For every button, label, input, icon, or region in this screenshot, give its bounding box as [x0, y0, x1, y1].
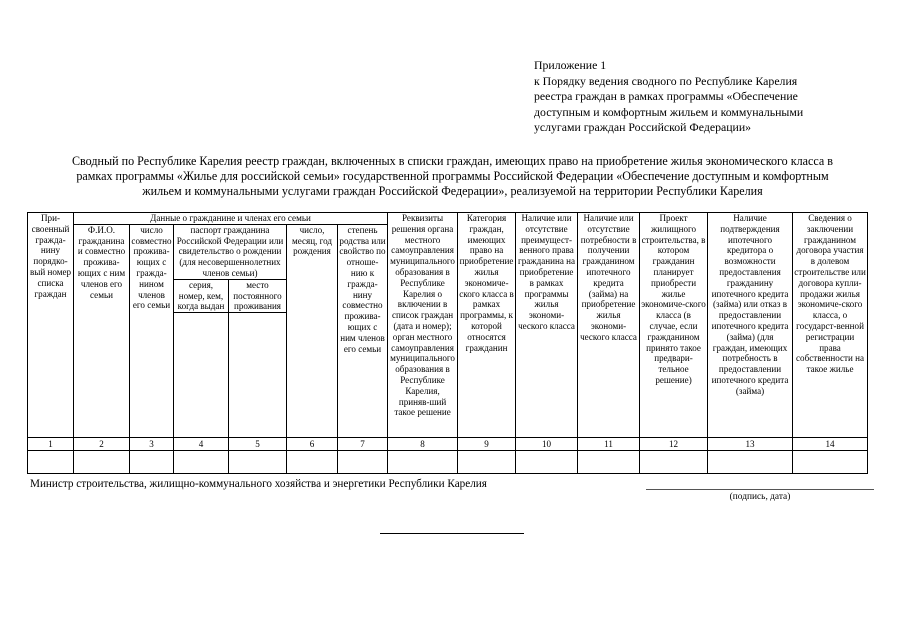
appendix-line: доступным и комфортным жильем и коммунальными — [534, 104, 804, 119]
minister-title: Министр строительства, жилищно-коммунального хозяйства и энергетики Республики Карелия — [30, 478, 487, 490]
table-cell[interactable] — [130, 451, 174, 474]
col-11-header: Наличие или отсутствие потребности в получении гражданином ипотечного кредита (займа) на приобретение жилья экономи-ческого класса — [578, 213, 640, 438]
column-number: 11 — [578, 438, 640, 451]
header-row — [28, 213, 868, 225]
appendix-line: Приложение 1 — [534, 58, 607, 72]
column-number: 4 — [174, 438, 229, 451]
col-5-header-spacer — [229, 313, 287, 438]
appendix-line: к Порядку ведения сводного по Республике Карелия — [534, 73, 798, 88]
empty-data-row — [28, 451, 868, 474]
column-number: 3 — [130, 438, 174, 451]
col-12-header: Проект жилищного строительства, в котором гражданин планирует приобрести жилье экономиче-ского класса (в случае, если гражданином принято такое предвари-тельное решение) — [640, 213, 708, 438]
table-cell[interactable] — [287, 451, 338, 474]
col-4-header-spacer — [174, 313, 229, 438]
table-cell[interactable] — [578, 451, 640, 474]
col-9-header: Категория граждан, имеющих право на приобретение жилья экономиче-ского класса в рамках программы, к которой относятся гражданин — [458, 213, 516, 438]
registry-table — [27, 212, 868, 474]
column-number: 5 — [229, 438, 287, 451]
col-1-header: При-своенный гражда-нину порядко-вый номер списка граждан — [28, 213, 74, 438]
signature-label: (подпись, дата) — [729, 492, 791, 502]
table-cell[interactable] — [229, 451, 287, 474]
column-number-row — [28, 438, 868, 451]
column-number: 13 — [708, 438, 793, 451]
table-cell[interactable] — [458, 451, 516, 474]
table-cell[interactable] — [793, 451, 868, 474]
blank-underline — [380, 533, 524, 534]
column-number: 7 — [338, 438, 388, 451]
passport-group-header: паспорт гражданина Российской Федерации или свидетельство о рождении (для несовершеннолетних членов семьи) — [174, 224, 287, 279]
column-number: 14 — [793, 438, 868, 451]
column-number: 2 — [74, 438, 130, 451]
column-number: 8 — [388, 438, 458, 451]
col-2-header: Ф.И.О. гражданина и совместно прожива-ющих с ним членов его семьи — [74, 224, 130, 437]
table-cell[interactable] — [338, 451, 388, 474]
column-number: 10 — [516, 438, 578, 451]
title-line: рамках программы «Жилье для российской семьи» государственной программы Российской Федерации «Обеспечение доступным и комфортным — [76, 169, 829, 184]
table-cell[interactable] — [174, 451, 229, 474]
signature-line — [646, 489, 874, 490]
document-title — [30, 154, 875, 200]
column-number: 6 — [287, 438, 338, 451]
table-cell[interactable] — [74, 451, 130, 474]
column-number: 12 — [640, 438, 708, 451]
appendix-heading — [534, 58, 874, 136]
column-number: 1 — [28, 438, 74, 451]
appendix-line: услугами граждан Российской Федерации» — [534, 120, 752, 134]
col-6-header: число, месяц, год рождения — [287, 224, 338, 437]
table-cell[interactable] — [28, 451, 74, 474]
col-7-header: степень родства или свойство по отноше-нию к гражда-нину совместно прожива-ющих с ним членов его семьи — [338, 224, 388, 437]
col-8-header: Реквизиты решения органа местного самоуправления муниципального образования в Республике Карелия о включении в список граждан (дата и номер); орган местного самоуправления муниципального образования в Республике Карелия, приняв-ший такое решение — [388, 213, 458, 438]
col-5-header: место постоянного проживания — [229, 279, 287, 312]
citizen-data-group-header: Данные о гражданине и членах его семьи — [74, 213, 388, 225]
col-4-header: серия, номер, кем, когда выдан — [174, 279, 229, 312]
col-13-header: Наличие подтверждения ипотечного кредитора о возможности предоставления гражданину ипотечного кредита (займа) или отказ в предоставлении ипотечного кредита (займа) (для граждан, имеющих потребность в предоставлении ипотечного кредита (займа) — [708, 213, 793, 438]
table-cell[interactable] — [516, 451, 578, 474]
appendix-line: реестра граждан в рамках программы «Обеспечение — [534, 89, 798, 103]
table-cell[interactable] — [708, 451, 793, 474]
column-number: 9 — [458, 438, 516, 451]
col-14-header: Сведения о заключении гражданином договора участия в долевом строительстве или договора купли-продажи жилья экономиче-ского класса, о государст-венной регистрации права собственности на такое жилье — [793, 213, 868, 438]
title-line: Сводный по Республике Карелия реестр граждан, включенных в списки граждан, имеющих право на приобретение жилья экономического класса в — [71, 154, 834, 168]
table-cell[interactable] — [640, 451, 708, 474]
col-3-header: число совместно прожива-ющих с гражда-нином членов его семьи — [130, 224, 174, 437]
title-line: жильем и коммунальными услугами граждан Российской Федерации», реализуемой на территории Республики Карелия — [142, 184, 763, 199]
table-cell[interactable] — [388, 451, 458, 474]
col-10-header: Наличие или отсутствие преимущест-венного права гражданина на приобретение в рамках программы жилья экономи-ческого класса — [516, 213, 578, 438]
